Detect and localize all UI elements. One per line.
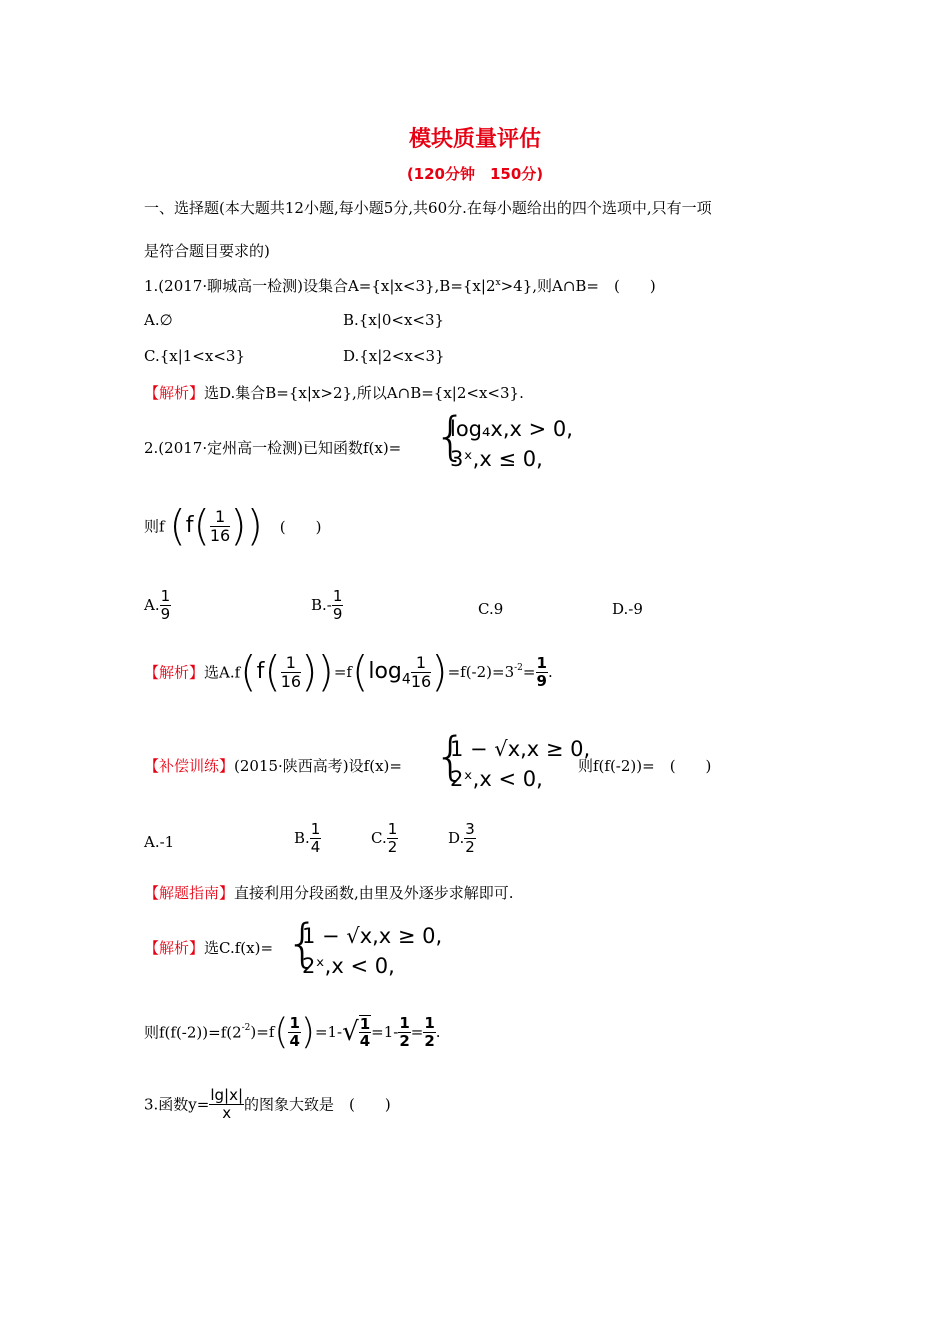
question-1-stem: 1.(2017·聊城高一检测)设集合$A=\{x|x<3\},B=\{x|2^x>4\}$,则A∩B= ( ) [144,277,656,295]
section-instruction-line2: 是符合题目要求的) [144,242,270,260]
supplement-guide: 【解题指南】直接利用分段函数,由里及外逐步求解即可. [144,884,514,902]
question-2-option-d: D.-9 [612,600,643,618]
question-1-option-a: A.∅ [144,311,173,329]
question-2-analysis: 【解析】选A.f(f( $\frac{1}{16}$ ))$=f(\log_4$ $\frac{1}{16}$ )$=f(-2)=3^{-2}=$ $\frac{1}{9}$ . [144,647,553,696]
analysis-tag: 【解析】 [144,939,205,957]
question-1-option-d: D.{x|2<x<3} [343,347,445,365]
supplement-option-b: B. $\frac{1}{4}$ [294,820,321,856]
supplement-tag: 【补偿训练】 [144,757,235,775]
page-subtitle: (120分钟 150分) [406,165,544,183]
supplement-stem: 【补偿训练】(2015·陕西高考)设f(x)= [144,757,402,775]
question-1-analysis: 【解析】选D.集合B={x|x>2},所以A∩B={x|2<x<3}. [144,384,524,402]
supplement-ask: 则f(f(-2))= ( ) [578,757,712,775]
question-3-stem: 3.函数y= $\frac{\lg|x|}{x}$ 的图象大致是 ( ) [144,1086,391,1122]
section-instruction-line1: 一、选择题(本大题共12小题,每小题5分,共60分.在每小题给出的四个选项中,只有一项 [144,199,712,217]
analysis-tag: 【解析】 [144,384,205,402]
question-2-option-a: A. $\frac{1}{9}$ [144,587,171,623]
page-title: 模块质量评估 [408,127,541,152]
question-1-option-c: C.{x|1<x<3} [144,347,245,365]
analysis-tag: 【解析】 [144,663,205,682]
supplement-option-d: D. $\frac{3}{2}$ [448,820,475,856]
supplement-calculation: 则$f(f(-2))=f(2^{-2})=f$( $\frac{1}{4}$ )=1-√ $\frac{1}{4}$ =1- $\frac{1}{2}$ = $\frac{1}{2}$ . [144,1011,441,1052]
question-2-stem: 2.(2017·定州高一检测)已知函数f(x)= [144,439,402,457]
question-2-ask: 则f (f( $\frac{1}{16}$ )) ( ) [144,501,322,550]
supplement-analysis: 【解析】选C.f(x)= [144,939,274,957]
question-2-option-c: C.9 [478,600,504,618]
supplement-option-a: A.-1 [144,833,175,851]
question-2-option-b: B.- $\frac{1}{9}$ [311,587,343,623]
question-1-option-b: B.{x|0<x<3} [343,311,445,329]
supplement-option-c: C. $\frac{1}{2}$ [371,820,398,856]
guide-tag: 【解题指南】 [144,884,235,902]
